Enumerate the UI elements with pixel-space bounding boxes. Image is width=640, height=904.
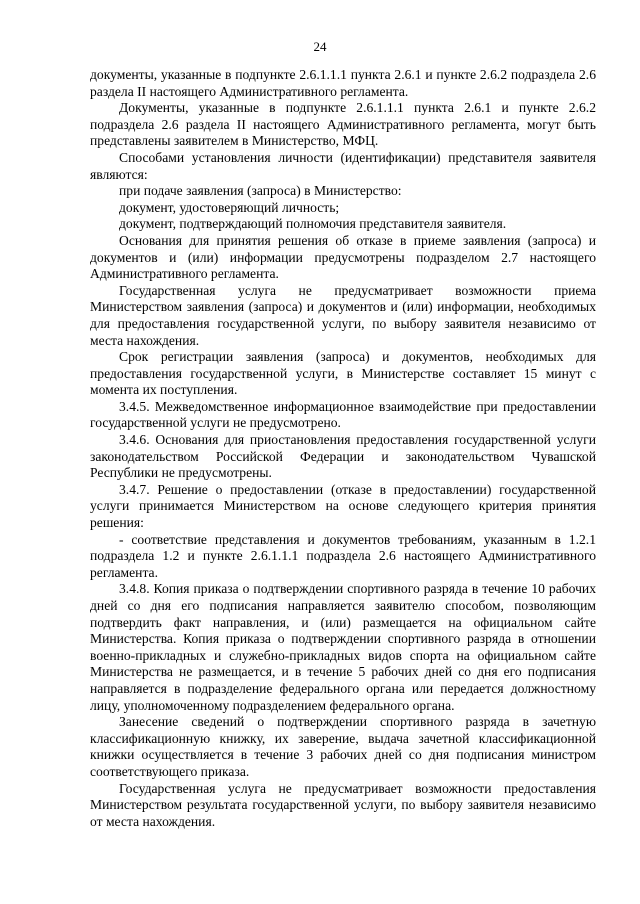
paragraph: Способами установления личности (идентификации) представителя заявителя являются:	[90, 149, 596, 182]
paragraph: документы, указанные в подпункте 2.6.1.1.1 пункта 2.6.1 и пункте 2.6.2 подраздела 2.6 раздела II настоящего Административного регламента.	[90, 67, 596, 99]
page-number: 24	[313, 39, 327, 54]
list-item: при подаче заявления (запроса) в Министерство:	[119, 183, 402, 199]
paragraph: 3.4.6. Основания для приостановления предоставления государственной услуги законодательством Российской Федерации и законодательством Чувашской Республики не предусмотрены.	[90, 432, 596, 481]
paragraph: Срок регистрации заявления (запроса) и документов, необходимых для предоставления государственной услуги, в Министерстве составляет 15 минут с момента их поступления.	[90, 349, 596, 398]
paragraph: 3.4.5. Межведомственное информационное взаимодействие при предоставлении государственной услуги не предусмотрено.	[90, 398, 596, 431]
paragraph: 3.4.8. Копия приказа о подтверждении спортивного разряда в течение 10 рабочих дней со дня его подписания направляется заявителю способом, позволяющим подтвердить факт направления, и (или) размещается на официальном сайте Министерства. Копия приказа о подтверждении спортивного разряда в отношении военно-прикладных и служебно-прикладных видов спорта на официальном сайте Министерства не размещается, и в течение 5 рабочих дней со дня его подписания направляется в подразделение федерального органа или передается должностному лицу, уполномоченному подразделением федерального органа.	[90, 581, 596, 713]
paragraph: Государственная услуга не предусматривает возможности приема Министерством заявления (запроса) и документов и (или) информации, необходимых для предоставления государственной услуги, по выбору заявителя независимо от места нахождения.	[90, 282, 596, 348]
paragraph: - соответствие представления и документов требованиям, указанным в 1.2.1 подраздела 1.2 и пункте 2.6.1.1.1 подраздела 2.6 настоящего Административного регламента.	[90, 531, 596, 580]
paragraph: Занесение сведений о подтверждении спортивного разряда в зачетную классификационную книжку, их заверение, выдача зачетной классификационной книжки осуществляется в течение 3 рабочих дней со дня подписания министром соответствующего приказа.	[90, 714, 596, 779]
paragraph: Государственная услуга не предусматривает возможности предоставления Министерством результата государственной услуги, по выбору заявителя независимо от места нахождения.	[90, 780, 596, 829]
paragraph: Документы, указанные в подпункте 2.6.1.1.1 пункта 2.6.1 и пункте 2.6.2 подраздела 2.6 раздела II настоящего Административного регламента, могут быть представлены заявителем в Министерство, МФЦ.	[90, 100, 596, 149]
paragraph: 3.4.7. Решение о предоставлении (отказе в предоставлении) государственной услуги принимается Министерством на основе следующего критерия принятия решения:	[90, 481, 596, 531]
paragraph: Основания для принятия решения об отказе в приеме заявления (запроса) и документов и (или) информации предусмотрены подразделом 2.7 настоящего Административного регламента.	[90, 232, 596, 282]
document-body	[90, 67, 596, 830]
list-item: документ, подтверждающий полномочия представителя заявителя.	[119, 216, 507, 232]
list-item: документ, удостоверяющий личность;	[119, 199, 340, 215]
